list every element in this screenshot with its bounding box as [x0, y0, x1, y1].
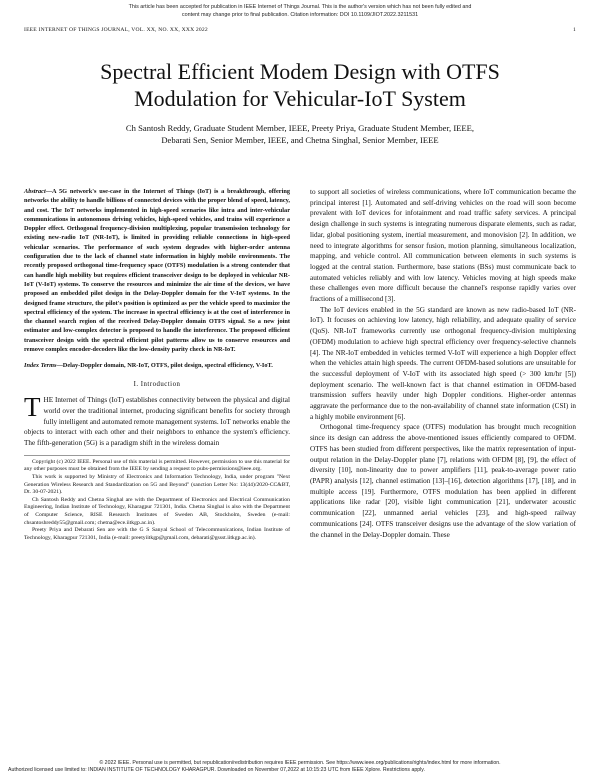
authors-line-1: Ch Santosh Reddy, Graduate Student Member, IEEE, Preety Priya, Graduate Student Member, IEEE, [125, 123, 475, 133]
body-paragraph: Orthogonal time-frequency space (OTFS) modulation has brought much recognition since its design can address the above-mentioned issues efficiently compared to OFDM. OTFS has been studied from different perspectives, like the matrix representation of input-output relation in the Delay-Doppler plane [7], relations with OFDM [8], [9], the effect of diversity [10], non-linearity due to power amplifiers [11], peak-to-average power ratio (PAPR) analysis [12], channel estimation [13]–[16], detection algorithms [17], [18], and in multiple access [19]. Furthermore, OTFS modulation has been applied in different applications like radar [20], visible light communication [21], underwater acoustic communication [22], unmanned aerial vehicles [23], and high-speed railway communications [24]. OTFS transceiver designs use the advantage of the slow variation of the channel in the Delay-Doppler domain. These [310, 423, 576, 539]
notice-line-1: This article has been accepted for publication in IEEE Internet of Things Journal. This is the author's version which has not been fully edited and [128, 4, 472, 10]
body-paragraph: The IoT devices enabled in the 5G standard are known as new radio-based IoT (NR-IoT). It focuses on achieving low latency, high reliability, and adequate quality of service (QoS). NR-IoT frameworks currently use orthogonal frequency-division multiplexing (OFDM) modulation to achieve high spectral efficiency over frequency-selective channels [4]. The NR-IoT embedded in vehicles termed V-IoT will experience a high Doppler effect when the vehicles attain high speeds. The current OFDM-based solutions are unsuitable for the successful deployment of V-IoT with its associated high speed (> 300 km/hr [5]) deployment scenario. The well-known fact is that channel estimation in OFDM-based transmission suffers heavily under high Doppler conditions. Higher-order antennas aggravate the performance due to the non-availability of channel state information (CSI) in a highly mobile environment [6]. [310, 305, 576, 421]
page-number: 1 [573, 27, 576, 33]
authors-line-2: Debarati Sen, Senior Member, IEEE, and Chetna Singhal, Senior Member, IEEE [161, 135, 439, 145]
right-column [310, 187, 576, 540]
index-terms-label: Index Terms [24, 362, 57, 370]
index-terms-text: —Delay-Doppler domain, NR-IoT, OTFS, pilot design, spectral efficiency, V-IoT. [56, 362, 273, 370]
drop-cap: T [24, 392, 41, 423]
body-paragraph: to support all societies of wireless communications, where IoT communication became the principal interest [1]. Automated and self-driving vehicles on the road will soon become prevalent with IoT devices for infotainment and road traffic safety services. A principal design challenge in such systems is integrating numerous disparate elements, such as radar, lidar, global positioning system, inertial measurement, and monovision [2]. In addition, we need to integrate algorithms for sensor fusion, motion planning, simultaneous localization, mapping, and vehicle control. All communication between elements in such systems is logged at the central station. Furthermore, base stations (BSs) must communicate back to automated vehicles reliably and with low latency. Vehicles moving at high speeds make these challenges even more difficult because the channel's response rapidly varies over fractions of a millisecond [3]. [310, 188, 576, 304]
footnote-support: This work is supported by Ministry of Electronics and Information Technology, India, under program "Next Generation Wireless Research and Standardization on 5G and Beyond" (sanction Letter No: 13(44)/2020-CC&BT, Dt. 30-07-2021). [24, 474, 290, 496]
publication-notice [0, 3, 600, 19]
abstract-text: —A 5G network's use-case in the Internet of Things (IoT) is a breakthrough, offering networks the ability to handle billions of connected devices with the proper blend of speed, latency, and cost. The IoT networks implemented in high-speed scenarios like intra and inter-vehicular communications in autonomous driving vehicles, high-speed vehicles, and trains will experience a Doppler effect. Orthogonal frequency-division multiplexing, popular transmission technology for existing new-radio IoT (NR-IoT), is limited in providing reliable connections in high-speed vehicular scenarios. The performance of such system degrades with higher-order antenna configuration due to the lack of channel state information in highly mobile environments. The recently proposed orthogonal time-frequency space (OTFS) modulation is a strong contender that can handle high mobility but requires efficient transceiver design to be deployed in vehicular NR-IoT (V-IoT) systems. To conserve the resources and minimize the air time of the devices, we have proposed an embedded pilot design in the Delay-Doppler domain for the V-IoT systems. In the designed frame structure, the pilot's position is optimized as per the vehicle speed to maximize the spectral efficiency of the system. The increase in spectral efficiency is at the cost of interference in the channel search region of the received Delay-Doppler domain OTFS signal. So a new joint estimator and low-complex detector is proposed to handle the interference. The proposed efficient transceiver design with the spectral efficient pilot patterns allow us to conserve resources and remove complex encoder-decoders like the low-density parity check in NR-IoT. [24, 188, 290, 354]
title-line-2: Modulation for Vehicular-IoT System [134, 86, 466, 111]
index-terms [24, 361, 290, 370]
journal-info: IEEE INTERNET OF THINGS JOURNAL, VOL. XX, NO. XX, XXX 2022 [24, 27, 208, 33]
footnote-copyright: Copyright (c) 2022 IEEE. Personal use of this material is permitted. However, permission to use this material for any other purposes must be obtained from the IEEE by sending a request to pubs-permissions@ieee.org. [24, 458, 290, 473]
footnote-affiliation-2: Preety Priya and Debarati Sen are with the G S Sanyal School of Telecommunications, Indian Institute of Technology, Kharagpur 721301, India (e-mail: preetyiitkgp@gmail.com, debarati@gssst.iitkgp.ac.in). [24, 527, 290, 541]
license-footer [8, 760, 592, 774]
paper-title [40, 58, 560, 112]
notice-line-2: content may change prior to final publication. Citation information: DOI 10.1109/JIOT.2022.3211531 [181, 12, 419, 18]
abstract [24, 187, 290, 354]
abstract-label: Abstract [24, 188, 46, 195]
title-line-1: Spectral Efficient Modem Design with OTFS [100, 59, 500, 84]
footer-line-2: Authorized licensed use limited to: INDIAN INSTITUTE OF TECHNOLOGY KHARAGPUR. Downloaded on November 07,2022 at 10:15:23 UTC from IEEE Xplore. Restrictions apply. [8, 767, 425, 773]
left-column [24, 187, 290, 542]
footnote-affiliation-1: Ch Santosh Reddy and Chetna Singhal are with the Department of Electronics and Electrical Communication Engineering, Indian Institute of Technology, Kharagpur 721301, India. Chetna Singhal is also with the Department of Computer Science, RISE Research Institutes of Sweden AB, Stockholm, Sweden (e-mail: chsantoshreddy55@gmail.com; chetna@ece.iitkgp.ac.in). [24, 496, 290, 526]
footer-line-1: © 2022 IEEE. Personal use is permitted, but republication/redistribution requires IEEE permission. See https://www.ieee.org/publications/rights/index.html for more information. [99, 760, 501, 766]
footnotes [24, 455, 290, 543]
intro-text: HE Internet of Things (IoT) establishes connectivity between the physical and digital world over the traditional internet, producing significant benefits for society through fully intelligent and automated remote management systems. IoT networks enable the objects to interact with each other and their neighbors to enhance the system's efficiency. The fifth-generation (5G) is a paradigm shift in the wireless domain [24, 396, 290, 448]
running-head [24, 27, 576, 33]
intro-paragraph [24, 392, 290, 449]
section-heading: I. Introduction [133, 380, 181, 388]
author-list [60, 122, 540, 146]
